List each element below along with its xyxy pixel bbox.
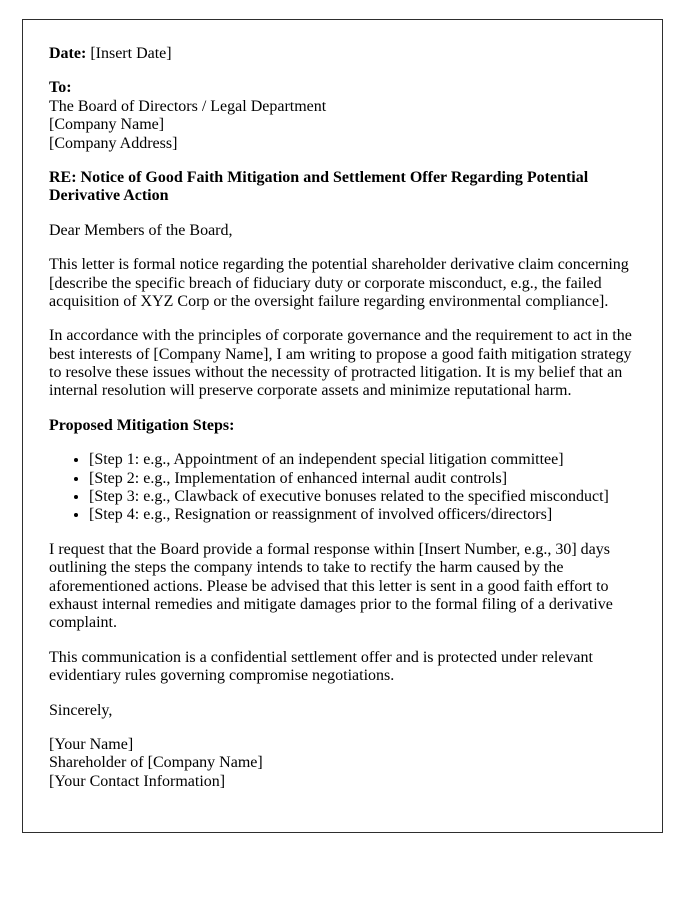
signature-role: Shareholder of [Company Name] bbox=[49, 754, 263, 772]
step-item-1: • [Step 1: e.g., Appointment of an independent special litigation committee] bbox=[89, 451, 636, 469]
to-recipient: The Board of Directors / Legal Department bbox=[49, 97, 327, 115]
date-label: Date: bbox=[49, 45, 87, 62]
to-company-address: [Company Address] bbox=[49, 134, 178, 152]
step-item-3: • [Step 3: e.g., Clawback of executive bonuses related to the specified misconduct] bbox=[89, 488, 636, 506]
body-paragraph-1: This letter is formal notice regarding the potential shareholder derivative claim concerning [describe the specific breach of fiduciary duty or corporate misconduct, e.g., the failed acquisition of XYZ Corp or the oversight failure regarding environmental compliance]. bbox=[49, 256, 629, 310]
body-paragraph-2: In accordance with the principles of corporate governance and the requirement to act in the best interests of [Company Name], I am writing to propose a good faith mitigation strategy to resolve these issues without the necessity of protracted litigation. It is my belief that an internal resolution will preserve corporate assets and minimize reputational harm. bbox=[49, 327, 632, 400]
to-label: To: bbox=[49, 79, 72, 97]
step-item-4: • [Step 4: e.g., Resignation or reassignment of involved officers/directors] bbox=[89, 506, 636, 524]
subject-line: RE: Notice of Good Faith Mitigation and Settlement Offer Regarding Potential Derivative Action bbox=[49, 168, 589, 205]
signoff: Sincerely, bbox=[49, 701, 113, 719]
date-line bbox=[49, 45, 636, 63]
to-company-name: [Company Name] bbox=[49, 116, 165, 134]
to-block bbox=[49, 79, 636, 153]
step-item-2: • [Step 2: e.g., Implementation of enhanced internal audit controls] bbox=[89, 470, 636, 488]
steps-list bbox=[49, 451, 636, 525]
signature-block bbox=[49, 736, 636, 791]
date-value: [Insert Date] bbox=[90, 45, 172, 62]
body-paragraph-4: This communication is a confidential settlement offer and is protected under relevant evidentiary rules governing compromise negotiations. bbox=[49, 648, 593, 685]
body-paragraph-3: I request that the Board provide a formal response within [Insert Number, e.g., 30] days outlining the steps the company intends to take to rectify the harm caused by the aforementioned actions. Please be advised that this letter is sent in a good faith effort to exhaust internal remedies and mitigate damages prior to the formal filing of a derivative complaint. bbox=[49, 540, 613, 632]
steps-heading: Proposed Mitigation Steps: bbox=[49, 416, 235, 434]
signature-contact: [Your Contact Information] bbox=[49, 772, 226, 790]
letter-container bbox=[22, 19, 663, 833]
signature-name: [Your Name] bbox=[49, 735, 134, 753]
salutation: Dear Members of the Board, bbox=[49, 221, 233, 239]
